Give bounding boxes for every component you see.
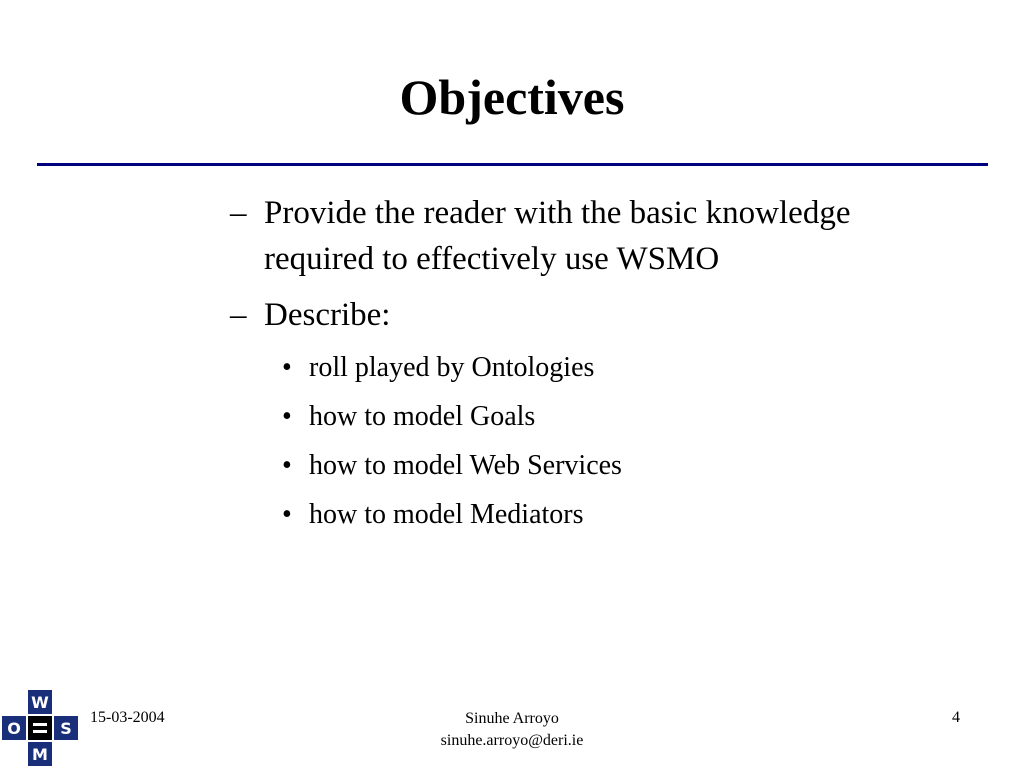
sub-bullet xyxy=(230,397,990,437)
page-number: 4 xyxy=(952,709,960,726)
sub-bullet-text: how to model Mediators xyxy=(309,499,584,530)
logo-letter-w: W xyxy=(31,693,49,712)
logo-letter-m: M xyxy=(32,745,48,764)
footer-author: Sinuhe Arroyo xyxy=(465,710,559,727)
sub-bullet xyxy=(230,495,990,535)
wsmo-logo-icon xyxy=(0,688,82,768)
footer-date: 15-03-2004 xyxy=(90,709,165,726)
sub-bullet xyxy=(230,446,990,486)
bullet-point xyxy=(230,292,990,338)
logo-letter-s: S xyxy=(60,719,72,738)
sub-bullet-list xyxy=(230,348,990,535)
bullet-text: Describe: xyxy=(264,297,391,333)
bullet-dot-icon: • xyxy=(282,352,292,383)
sub-bullet-text: how to model Web Services xyxy=(309,450,622,481)
sub-bullet xyxy=(230,348,990,388)
bullet-text-line: Provide the reader with the basic knowledge xyxy=(264,195,851,231)
sub-bullet-text: how to model Goals xyxy=(309,401,536,432)
bullet-dot-icon: • xyxy=(282,499,292,530)
title-divider xyxy=(37,163,988,166)
dash-marker: – xyxy=(230,195,247,231)
footer-author-block xyxy=(362,708,662,752)
slide-title: Objectives xyxy=(399,69,625,125)
bullet-dot-icon: • xyxy=(282,401,292,432)
dash-marker: – xyxy=(230,297,247,333)
sub-bullet-text: roll played by Ontologies xyxy=(309,352,595,383)
bullet-text-line: required to effectively use WSMO xyxy=(264,241,720,277)
bullet-point xyxy=(230,190,990,282)
slide-body xyxy=(230,190,990,544)
footer-email: sinuhe.arroyo@deri.ie xyxy=(440,732,584,749)
bullet-dot-icon: • xyxy=(282,450,292,481)
logo-letter-o: O xyxy=(7,719,21,738)
